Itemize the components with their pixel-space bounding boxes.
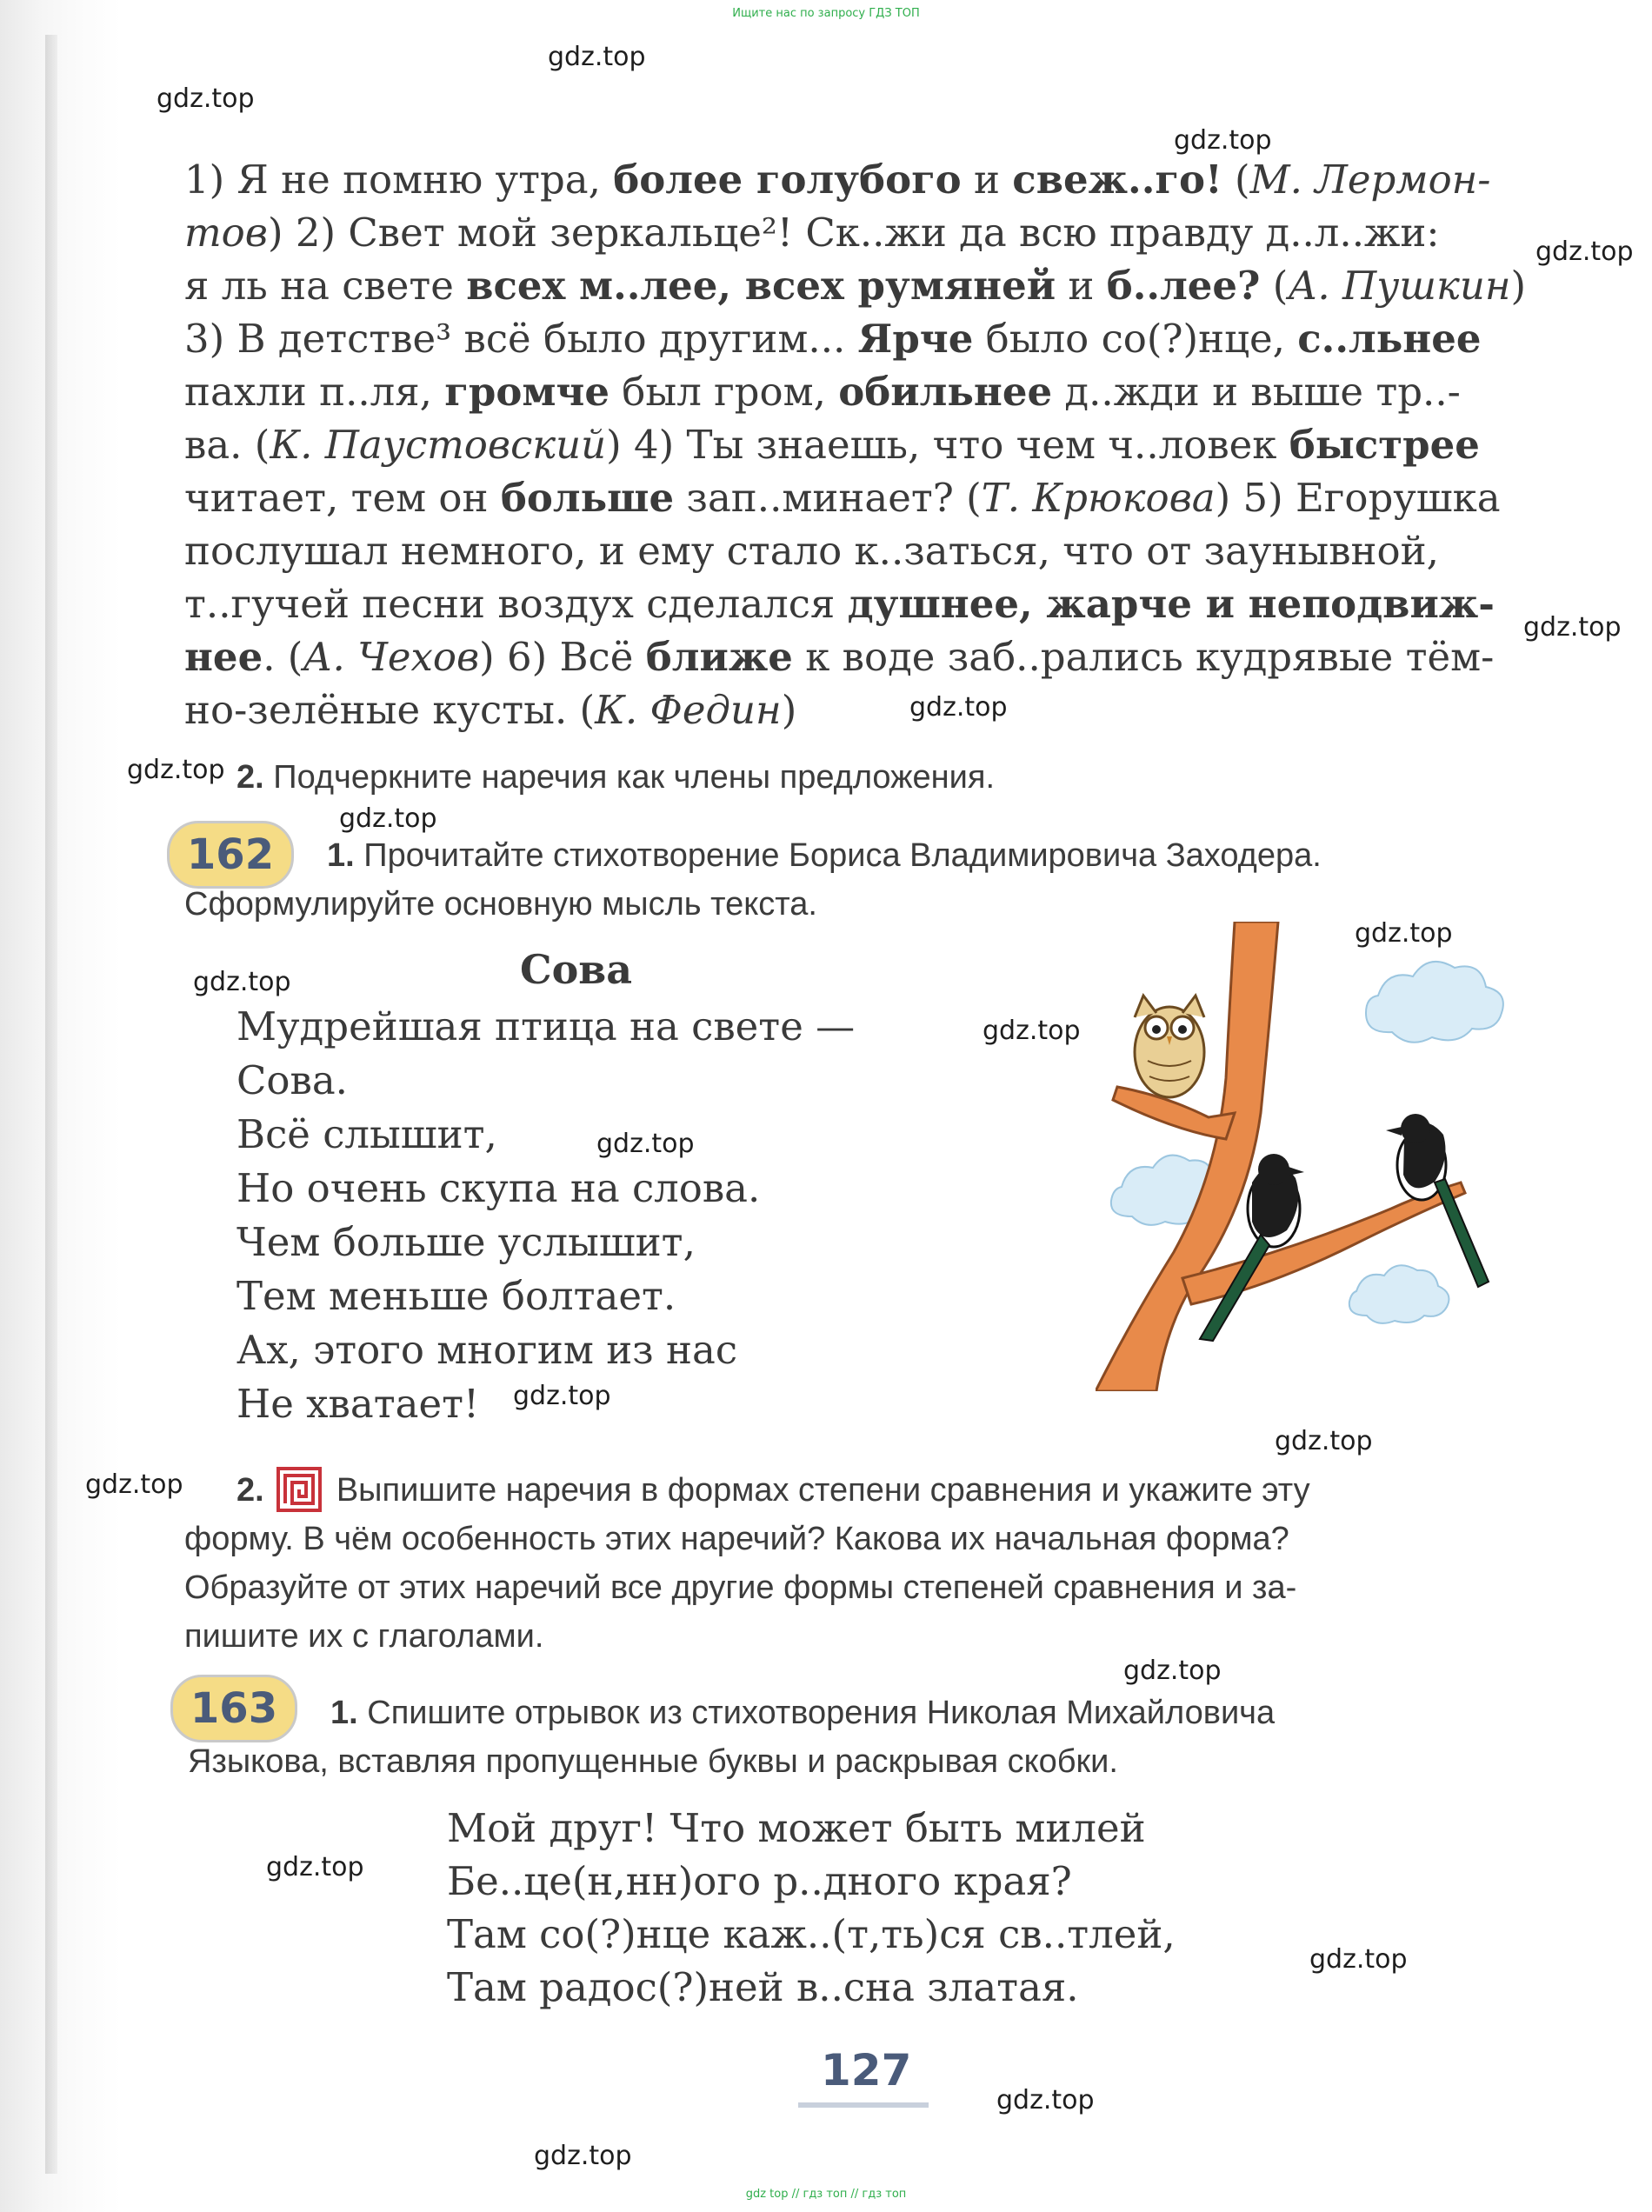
- spiral-meander-icon: [276, 1467, 322, 1512]
- watermark: gdz.top: [127, 755, 225, 785]
- text-line-6: [184, 418, 1530, 471]
- task-number: 2.: [236, 1472, 264, 1509]
- poem-yazykov: [447, 1802, 1176, 2014]
- owl-icon: [1135, 996, 1204, 1097]
- watermark: gdz.top: [339, 803, 437, 834]
- task-text: Прочитайте стихотворение Бориса Владимировича Заходера.: [363, 837, 1322, 874]
- poem-title: Сова: [520, 946, 633, 993]
- poem-line: Всё слышит,: [236, 1111, 497, 1157]
- task-number: 2.: [236, 759, 264, 796]
- cloud-icon: [1349, 1265, 1449, 1323]
- page-number-underline: [798, 2102, 929, 2108]
- exercise-163-task-1-line-2: Языкова, вставляя пропущенные буквы и раскрывая скобки.: [188, 1743, 1118, 1780]
- watermark: gdz.top: [596, 1129, 695, 1159]
- watermark: gdz.top: [85, 1469, 183, 1500]
- watermark: gdz.top: [1309, 1944, 1408, 1975]
- line1-text: 1) Я не помню утра, более голубого и свеж..го! (М. Лермон-: [184, 157, 1491, 203]
- text-line-1: [184, 153, 1530, 206]
- watermark: gdz.top: [193, 967, 291, 997]
- line11-text: но-зелёные кусты. (К. Федин): [184, 687, 797, 733]
- task-number: 1.: [327, 837, 355, 874]
- exercise-162-task-1-line-2: Сформулируйте основную мысль текста.: [184, 886, 817, 923]
- task-text: Спишите отрывок из стихотворения Николая Михайловича: [367, 1695, 1276, 1731]
- poem-line: Сова.: [236, 1057, 348, 1103]
- watermark: gdz.top: [1355, 918, 1453, 949]
- exercise-161-text: [184, 153, 1530, 736]
- poem-line: Чем больше услышит,: [236, 1219, 696, 1265]
- poem-line: Бе..це(н,нн)ого р..дного края?: [447, 1858, 1072, 1904]
- text-line-10: [184, 630, 1530, 683]
- watermark: gdz.top: [996, 2085, 1095, 2115]
- task-number: 1.: [330, 1695, 358, 1731]
- watermark: gdz.top: [513, 1381, 611, 1411]
- watermark: gdz.top: [1275, 1426, 1373, 1456]
- poem-line: Мудрейшая птица на свете —: [236, 1003, 856, 1049]
- page-spine-shadow: [45, 35, 57, 2174]
- watermark: gdz.top: [534, 2141, 632, 2171]
- exercise-162-task-2-line-2: форму. В чём особенность этих наречий? Какова их начальная форма?: [184, 1521, 1289, 1557]
- exercise-161-task-2: [236, 753, 995, 802]
- task-text: Выпишите наречия в формах степени сравнения и укажите эту: [336, 1472, 1310, 1509]
- text-line-3: [184, 259, 1530, 312]
- line8-text: послушал немного, и ему стало к..заться, что от заунывной,: [184, 528, 1439, 574]
- poem-sova: [236, 1000, 855, 1431]
- exercise-number-badge-163: 163: [170, 1675, 297, 1742]
- text-line-5: [184, 365, 1530, 418]
- watermark: gdz.top: [266, 1852, 364, 1882]
- line10-text: нее. (А. Чехов) 6) Всё ближе к воде заб..рались кудрявые тём-: [184, 634, 1495, 680]
- exercise-162-task-2-line-1: [236, 1466, 1310, 1517]
- exercise-162-task-2-line-3: Образуйте от этих наречий все другие формы степеней сравнения и за-: [184, 1569, 1297, 1606]
- watermark: gdz.top: [1535, 237, 1634, 267]
- watermark: gdz.top: [909, 692, 1008, 723]
- poem-line: Тем меньше болтает.: [236, 1273, 676, 1319]
- text-line-4: [184, 312, 1530, 365]
- line5-text: пахли п..ля, громче был гром, обильнее д..жди и выше тр..-: [184, 369, 1461, 415]
- line3-text: я ль на свете всех м..лее, всех румяней и б..лее? (А. Пушкин): [184, 263, 1527, 309]
- watermark: gdz.top: [1123, 1656, 1222, 1686]
- exercise-162-task-2-line-4: пишите их с глаголами.: [184, 1618, 544, 1655]
- watermark: gdz.top: [983, 1016, 1081, 1046]
- poem-line: Не хватает!: [236, 1381, 480, 1427]
- poem-line: Но очень скупа на слова.: [236, 1165, 761, 1211]
- footer-note[interactable]: gdz top // гдз топ // гдз топ: [745, 2188, 907, 2201]
- text-line-7: [184, 471, 1530, 524]
- line2-text: тов) 2) Свет мой зеркальце²! Ск..жи да всю правду д..л..жи:: [184, 210, 1440, 256]
- exercise-number-badge-162: 162: [167, 821, 294, 889]
- line6-text: ва. (К. Паустовский) 4) Ты знаешь, что чем ч..ловек быстрее: [184, 422, 1480, 468]
- line4-text: 3) В детстве³ всё было другим... Ярче было со(?)нце, с..льнее: [184, 316, 1482, 362]
- page-number: 127: [821, 2045, 912, 2095]
- exercise-162-task-1-line-1: [327, 831, 1322, 880]
- header-note[interactable]: Ищите нас по запросу ГДЗ ТОП: [732, 7, 920, 20]
- text-line-11: [184, 683, 1530, 736]
- line9-text: т..гучей песни воздух сделался душнее, жарче и неподвиж-: [184, 581, 1495, 627]
- poem-line: Там со(?)нце каж..(т,ть)ся св..тлей,: [447, 1911, 1176, 1957]
- line7-text: читает, тем он больше зап..минает? (Т. Крюкова) 5) Егорушка: [184, 475, 1501, 521]
- task-text: Подчеркните наречия как члены предложения.: [273, 759, 996, 796]
- watermark: gdz.top: [548, 42, 646, 72]
- text-line-2: [184, 206, 1530, 259]
- poem-line: Мой друг! Что может быть милей: [447, 1805, 1146, 1851]
- watermark: gdz.top: [1523, 612, 1622, 643]
- watermark: gdz.top: [157, 83, 255, 114]
- text-line-9: [184, 577, 1530, 630]
- poem-line: Там радос(?)ней в..сна златая.: [447, 1964, 1079, 2010]
- owl-and-magpies-illustration: [1096, 922, 1548, 1391]
- watermark: gdz.top: [1174, 125, 1272, 156]
- cloud-icon: [1366, 962, 1503, 1043]
- poem-line: Ах, этого многим из нас: [236, 1327, 738, 1373]
- exercise-163-task-1-line-1: [330, 1689, 1275, 1737]
- text-line-8: [184, 524, 1530, 577]
